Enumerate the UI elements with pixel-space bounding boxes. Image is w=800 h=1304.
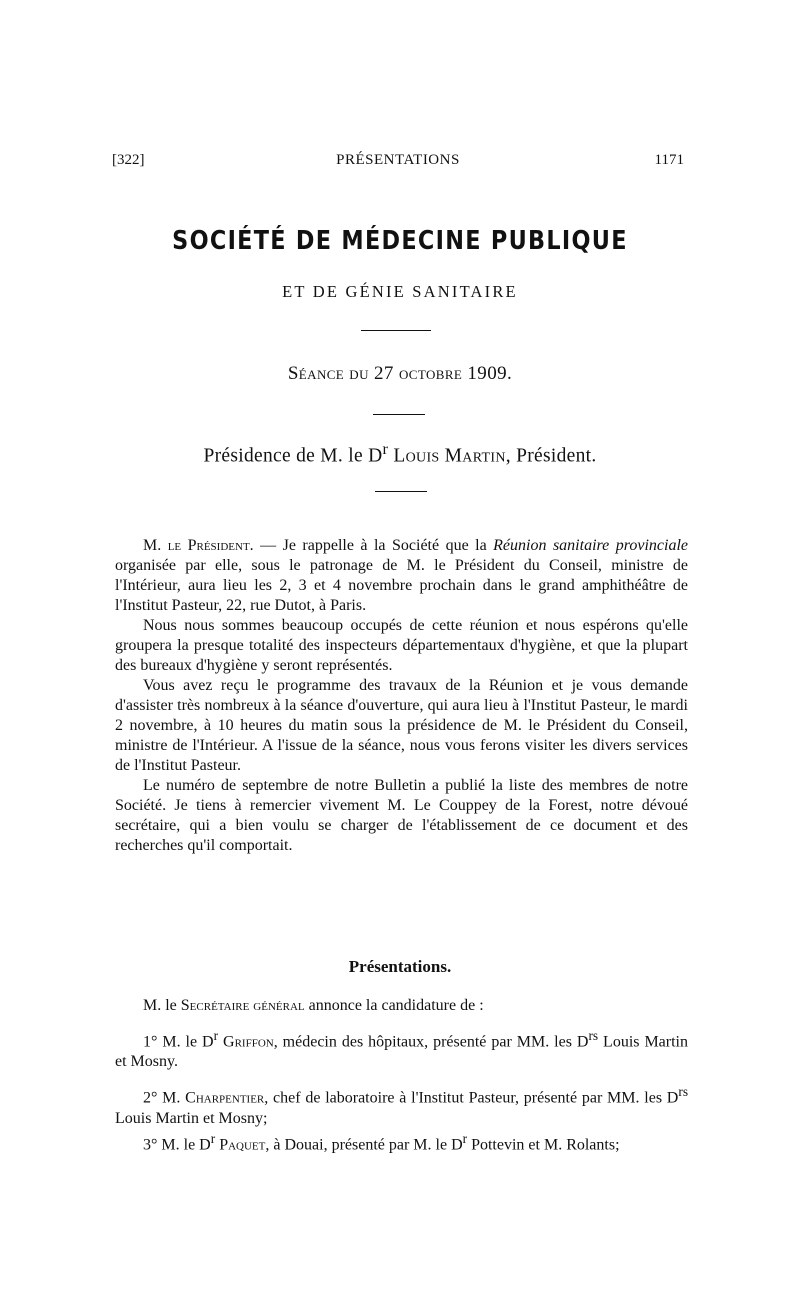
session-date: [0, 363, 800, 385]
intro-text: M. le: [143, 997, 181, 1014]
president-name: Louis Martin: [393, 445, 506, 467]
candidature-intro: [115, 996, 688, 1016]
presidence-line: [0, 440, 800, 468]
candidates-list: [115, 996, 688, 1155]
item-prefix: 2° M.: [143, 1089, 186, 1107]
candidate-name: Griffon: [223, 1033, 274, 1051]
session-month: octobre: [399, 363, 463, 384]
speaker-label: M. le Président.: [143, 537, 254, 554]
session-prefix: Séance du: [287, 363, 369, 384]
item-text: , chef de laboratoire à l'Institut Pasteur, présenté par MM. les D: [264, 1089, 679, 1107]
paragraph: Nous nous sommes beaucoup occupés de cette réunion et nous espérons qu'elle groupera la presque totalité des inspecteurs départementaux d'hygiène, et que la plupart des bureaux d'hygiène y seront représentés.: [115, 617, 688, 674]
divider-rule: [361, 330, 431, 331]
item-sup: r: [210, 1130, 216, 1146]
secretary-role: Secrétaire général: [180, 997, 305, 1014]
paragraph-text: — Je rappelle à la Société que la: [253, 537, 494, 554]
list-item: [115, 1082, 688, 1128]
paragraph-text: organisée par elle, sous le patronage de M. le Président du Conseil, ministre de l'Intérieur, aura lieu les 2, 3 et 4 novembre prochain dans le grand amphithéâtre de l'Institut Pasteur, 22, rue Dutot, à Paris.: [115, 557, 688, 614]
item-prefix: 1° M. le D: [143, 1033, 214, 1051]
item-text: , médecin des hôpitaux, présenté par MM. les D: [273, 1033, 589, 1051]
item-prefix: 3° M. le D: [143, 1135, 211, 1153]
item-text: Louis Martin et Mosny.: [115, 1033, 688, 1071]
divider-rule: [375, 491, 427, 492]
list-item: [115, 1129, 688, 1155]
item-sup: r: [462, 1130, 468, 1146]
item-text: Pottevin et M. Rolants;: [467, 1135, 620, 1153]
section-heading: Présentations.: [348, 957, 452, 976]
intro-text: annonce la candidature de :: [304, 997, 484, 1014]
presidence-suffix: , Président.: [505, 445, 597, 467]
session-year: 1909.: [467, 363, 513, 384]
divider-rule: [373, 414, 425, 415]
item-sup: rs: [588, 1028, 599, 1043]
page-number: 1171: [654, 152, 684, 168]
candidate-name: Paquet: [219, 1135, 266, 1153]
paragraph: Vous avez reçu le programme des travaux de la Réunion et je vous demande d'assister très nombreux à la séance d'ouverture, qui aura lieu à l'Institut Pasteur, le mardi 2 novembre, à 10 heures du matin sous la présidence de M. le Président du Conseil, ministre de l'Intérieur. A l'issue de la séance, nous vous ferons visiter les divers services de l'Institut Pasteur.: [115, 677, 688, 774]
society-title: SOCIÉTÉ DE MÉDECINE PUBLIQUE: [172, 226, 628, 256]
speech-body: [115, 536, 688, 856]
running-head: [112, 152, 684, 174]
item-text: Louis Martin et Mosny;: [115, 1109, 268, 1127]
society-subtitle: ET DE GÉNIE SANITAIRE: [282, 282, 518, 301]
session-day: 27: [374, 363, 394, 384]
paragraph: Le numéro de septembre de notre Bulletin a publié la liste des membres de notre Société. Je tiens à remercier vivement M. Le Couppey de la Forest, notre dévoué secrétaire, qui a bien voulu se charger de l'établissement de ce document et des recherches qu'il comportait.: [115, 777, 688, 854]
running-title: PRÉSENTATIONS: [336, 152, 460, 168]
emphasis-text: Réunion sanitaire provinciale: [493, 537, 688, 554]
presidence-sup: r: [382, 440, 389, 458]
item-sup: r: [213, 1028, 219, 1043]
paragraph: [115, 536, 688, 616]
list-item: [115, 1026, 688, 1072]
item-sup: rs: [678, 1084, 689, 1100]
item-text: , à Douai, présenté par M. le D: [265, 1135, 463, 1153]
page-section-number: [322]: [112, 152, 145, 168]
presidence-prefix: Présidence de M. le D: [203, 445, 383, 467]
candidate-name: Charpentier: [185, 1089, 265, 1107]
